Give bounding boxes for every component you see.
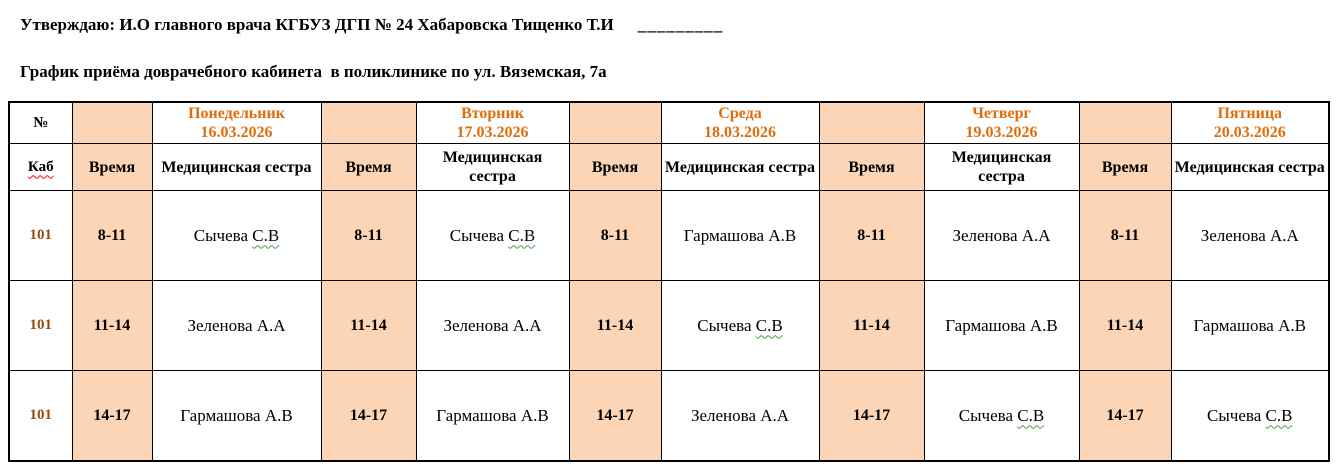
- signature-blank: _________: [637, 15, 724, 34]
- time-cell: 14-17: [819, 371, 924, 462]
- day-date: 20.03.2026: [1213, 124, 1286, 141]
- day-header-friday: [1171, 102, 1329, 144]
- time-cell: 14-17: [321, 371, 416, 462]
- nurse-cell: Зеленова А.А: [152, 281, 321, 371]
- page-title: График приёма доврачебного кабинета в поликлинике по ул. Вяземская, 7а: [20, 62, 607, 81]
- nurse-column-header-friday: Медицинская сестра: [1171, 144, 1329, 191]
- spellcheck-underline: С.В: [1017, 405, 1045, 425]
- spellcheck-underline: С.В: [755, 315, 783, 335]
- nurse-cell: Гармашова А.В: [1171, 281, 1329, 371]
- nurse-cell: Сычева С.В: [152, 191, 321, 281]
- nurse-cell: Зеленова А.А: [661, 371, 819, 462]
- nurse-cell: Гармашова А.В: [924, 281, 1079, 371]
- time-column-header-wednesday: Время: [569, 144, 661, 191]
- approval-text: Утверждаю: И.О главного врача КГБУЗ ДГП № 24 Хабаровска Тищенко Т.И: [20, 15, 614, 34]
- nurse-column-header-thursday: Медицинская сестра: [924, 144, 1079, 191]
- day-header-wednesday: [661, 102, 819, 144]
- time-cell: 14-17: [72, 371, 152, 462]
- time-column-header-tuesday: Время: [321, 144, 416, 191]
- nurse-cell: Зеленова А.А: [924, 191, 1079, 281]
- time-column-header-friday: Время: [1079, 144, 1171, 191]
- day-header-thursday: [924, 102, 1079, 144]
- day-date: 17.03.2026: [456, 124, 529, 141]
- time-cell: 11-14: [819, 281, 924, 371]
- time-cell: 8-11: [569, 191, 661, 281]
- day-header-row: [9, 102, 1329, 144]
- spellcheck-underline: С.В: [252, 225, 280, 245]
- nurse-column-header-monday: Медицинская сестра: [152, 144, 321, 191]
- time-cell: 8-11: [1079, 191, 1171, 281]
- room-number-cell: 101: [9, 371, 72, 462]
- time-cell: 8-11: [72, 191, 152, 281]
- day-date: 19.03.2026: [965, 124, 1038, 141]
- nurse-cell: Гармашова А.В: [416, 371, 569, 462]
- time-cell: 14-17: [569, 371, 661, 462]
- nurse-cell: Сычева С.В: [661, 281, 819, 371]
- day-header-monday: [152, 102, 321, 144]
- approval-line: [20, 15, 1339, 35]
- spacer-cell-tuesday: [321, 102, 416, 144]
- time-cell: 14-17: [1079, 371, 1171, 462]
- corner-number-cell: №: [9, 102, 72, 144]
- day-name: Вторник: [461, 105, 524, 122]
- spacer-cell-wednesday: [569, 102, 661, 144]
- time-cell: 11-14: [569, 281, 661, 371]
- schedule-row-3: [9, 371, 1329, 462]
- day-name: Четверг: [972, 105, 1031, 122]
- schedule-table: [8, 101, 1330, 462]
- time-cell: 11-14: [1079, 281, 1171, 371]
- spacer-cell-friday: [1079, 102, 1171, 144]
- schedule-row-2: [9, 281, 1329, 371]
- nurse-cell: Зеленова А.А: [416, 281, 569, 371]
- day-name: Пятница: [1217, 105, 1283, 122]
- room-column-header: [9, 144, 72, 191]
- column-header-row: [9, 144, 1329, 191]
- room-header-label: Каб: [27, 158, 54, 175]
- time-cell: 8-11: [819, 191, 924, 281]
- nurse-cell: Гармашова А.В: [661, 191, 819, 281]
- nurse-cell: Сычева С.В: [416, 191, 569, 281]
- schedule-row-1: [9, 191, 1329, 281]
- nurse-cell: Сычева С.В: [1171, 371, 1329, 462]
- day-name: Понедельник: [188, 105, 285, 122]
- nurse-cell: Зеленова А.А: [1171, 191, 1329, 281]
- day-header-tuesday: [416, 102, 569, 144]
- nurse-column-header-wednesday: Медицинская сестра: [661, 144, 819, 191]
- day-date: 18.03.2026: [704, 124, 776, 141]
- room-number-cell: 101: [9, 191, 72, 281]
- spacer-cell-monday: [72, 102, 152, 144]
- nurse-cell: Сычева С.В: [924, 371, 1079, 462]
- nurse-cell: Гармашова А.В: [152, 371, 321, 462]
- spellcheck-underline: С.В: [508, 225, 536, 245]
- spellcheck-underline: С.В: [1265, 405, 1293, 425]
- spacer-cell-thursday: [819, 102, 924, 144]
- time-cell: 11-14: [321, 281, 416, 371]
- room-number-cell: 101: [9, 281, 72, 371]
- time-column-header-thursday: Время: [819, 144, 924, 191]
- day-date: 16.03.2026: [200, 124, 273, 141]
- nurse-column-header-tuesday: Медицинская сестра: [416, 144, 569, 191]
- day-name: Среда: [718, 105, 762, 122]
- time-column-header-monday: Время: [72, 144, 152, 191]
- time-cell: 8-11: [321, 191, 416, 281]
- time-cell: 11-14: [72, 281, 152, 371]
